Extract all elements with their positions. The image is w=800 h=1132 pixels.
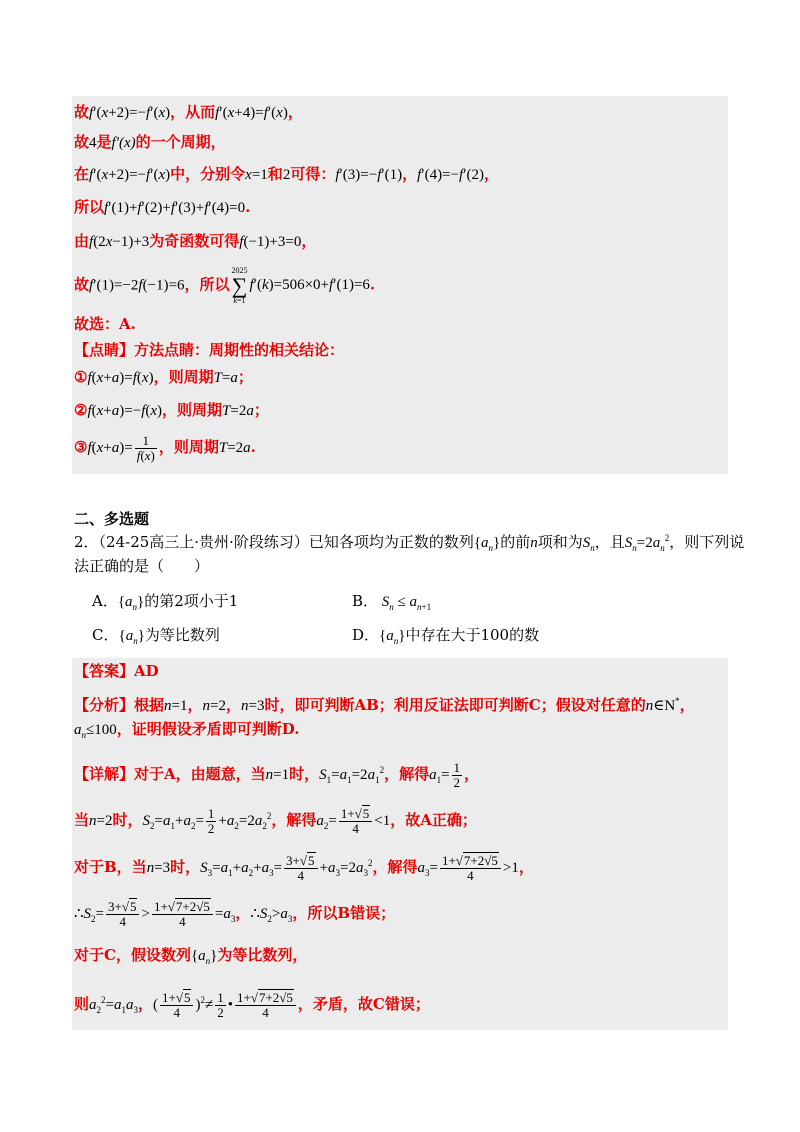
detail-line-2: 当n=2时，$S_2=a_1+a_2=$ $\frac{1}{2}$ $+a_2=2a_2^2$，解得$a_2=$ $\frac{1+√5}{4}$ <1，故A正确； <box>74 806 477 837</box>
detail-line-3: 对于B，当n=3时，$S_3=a_1+a_2+a_3=$ $\frac{3+√5}{4}$ $+a_3=2a_3^2$，解得$a_3=$ $\frac{1+√7+2√5}{4}$ >1， <box>74 853 534 884</box>
option-b[interactable]: B． $S_n \le a_{n+1}$ <box>352 592 432 612</box>
tip-item-3: ③f(x+a)= $\frac{1}{f(x)}$ ，则周期T=2a. <box>74 433 256 464</box>
solution-line-1: 故f′(x+2)=−f′(x)，从而f′(x+4)=f′(x)， <box>74 103 303 121</box>
tip-item-1: ①f(x+a)=f(x)，则周期T=a； <box>74 368 253 386</box>
question-stem-line-1: 2．（24-25高三上·贵州·阶段练习）已知各项均为正数的数列$\{a_n\}$的前n项和为$S_n$，且$S_n=2a_n^2$，则下列说 <box>74 533 745 553</box>
detail-line-5: 对于C，假设数列$\{a_n\}$为等比数列， <box>74 946 308 966</box>
question-stem-line-2: 法正确的是（ ） <box>74 557 210 575</box>
tip-heading: 【点睛】方法点睛：周期性的相关结论： <box>74 341 345 359</box>
section-title: 二、多选题 <box>74 510 150 528</box>
detail-line-4: $\therefore S_2=$ $\frac{3+√5}{4}$ > $\frac{1+√7+2√5}{4}$ $=a_3$，$\therefore S_2>a_3$，所以B错误； <box>74 899 396 930</box>
solution-line-2: 故4是f′(x)的一个周期， <box>74 133 226 151</box>
analysis-line-1: 【分析】根据n=1，n=2，n=3时，即可判断AB；利用反证法即可判断C；假设对任意的n∈N*， <box>74 696 695 714</box>
detail-line-1: 【详解】对于A，由题意，当n=1时，$S_1=a_1=2a_1^2$，解得$a_1=$ $\frac{1}{2}$ ， <box>74 760 480 791</box>
solution-line-5: 由f(2x−1)+3为奇函数可得f(−1)+3=0， <box>74 232 317 250</box>
solution-line-6: 故f′(1)=−2f(−1)=6，所以 2025 ∑ k=1 f′(k)=506×0+f′(1)=6. <box>74 266 376 305</box>
solution-line-3: 在f′(x+2)=−f′(x)中，分别令x=1和2可得：f′(3)=−f′(1)，f′(4)=−f′(2)， <box>74 165 500 183</box>
option-d[interactable]: D．$\{a_n\}$中存在大于100的数 <box>352 626 540 646</box>
answer-line: 【答案】AD <box>74 662 159 680</box>
solution-line-7: 故选：A. <box>74 315 136 333</box>
tip-item-2: ②f(x+a)=−f(x)，则周期T=2a； <box>74 401 269 419</box>
solution-line-4: 所以f′(1)+f′(2)+f′(3)+f′(4)=0. <box>74 198 251 216</box>
analysis-line-2: $a_n\le 100$，证明假设矛盾即可判断D. <box>74 720 300 740</box>
detail-line-6: 则$a_2^2=a_1a_3$，( $\frac{1+√5}{4}$ )$^2$≠ $\frac{1}{2}$ • $\frac{1+√7+2√5}{4}$ ，矛盾，故C错误； <box>74 990 430 1021</box>
option-c[interactable]: C．$\{a_n\}$为等比数列 <box>92 626 220 646</box>
option-a[interactable]: A．$\{a_n\}$的第2项小于1 <box>92 592 239 612</box>
